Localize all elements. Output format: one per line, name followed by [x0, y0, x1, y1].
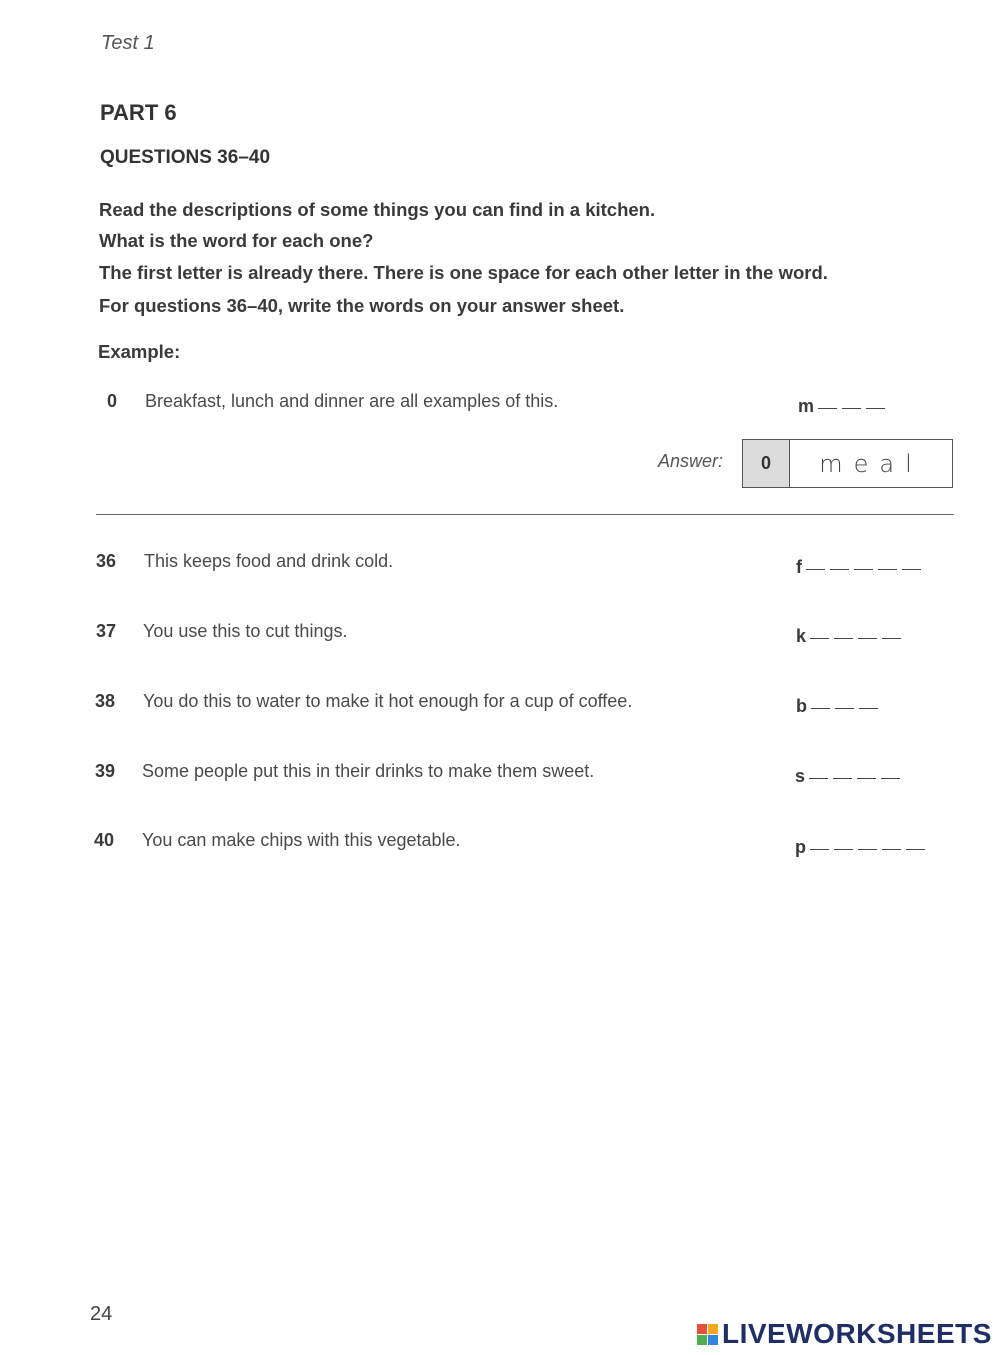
- first-letter: p: [795, 837, 806, 857]
- question-text: This keeps food and drink cold.: [144, 551, 394, 571]
- question-text: You do this to water to make it hot enough for a cup of coffee.: [143, 691, 633, 711]
- example-number: 0: [107, 391, 118, 411]
- question-number: 36: [96, 551, 117, 571]
- letter-blank[interactable]: [881, 778, 900, 779]
- example-text: Breakfast, lunch and dinner are all examples of this.: [145, 391, 559, 411]
- letter-blank[interactable]: [833, 778, 852, 779]
- first-letter: f: [796, 557, 802, 577]
- letter-blank[interactable]: [858, 638, 877, 639]
- letter-blank[interactable]: [878, 569, 897, 570]
- answer-blanks[interactable]: [809, 766, 905, 787]
- part-title: PART 6: [100, 100, 177, 125]
- instruction-line: What is the word for each one?: [99, 230, 374, 251]
- example-label: Example:: [98, 341, 181, 362]
- letter-blank: [866, 408, 885, 409]
- letter-blank[interactable]: [806, 569, 825, 570]
- answer-word: meal: [819, 449, 923, 478]
- letter-blank[interactable]: [858, 849, 877, 850]
- first-letter: b: [796, 696, 807, 716]
- letter-blank[interactable]: [830, 569, 849, 570]
- divider: [96, 514, 954, 515]
- answer-blanks[interactable]: [810, 626, 906, 647]
- answer-blanks[interactable]: [811, 696, 883, 717]
- letter-blank: [842, 408, 861, 409]
- example-blanks: [818, 396, 890, 417]
- brand-name: LIVEWORKSHEETS: [722, 1318, 992, 1349]
- letter-blank[interactable]: [906, 849, 925, 850]
- letter-blank[interactable]: [835, 708, 854, 709]
- question-text: You use this to cut things.: [143, 621, 348, 641]
- letter-blank[interactable]: [857, 778, 876, 779]
- question-hint: [796, 696, 883, 717]
- letter-blank[interactable]: [834, 638, 853, 639]
- letter-blank[interactable]: [882, 638, 901, 639]
- answer-box: [742, 439, 953, 488]
- question-hint: [795, 766, 905, 787]
- question-hint: [796, 557, 926, 578]
- question-number: 38: [95, 691, 116, 711]
- instruction-line: For questions 36–40, write the words on your answer sheet.: [99, 295, 625, 316]
- questions-title: QUESTIONS 36–40: [100, 147, 271, 168]
- instruction-line: The first letter is already there. There is one space for each other letter in the word.: [99, 262, 828, 283]
- answer-number-cell: 0: [743, 440, 790, 487]
- first-letter: s: [795, 766, 806, 786]
- question-number: 37: [96, 621, 117, 641]
- letter-blank[interactable]: [859, 708, 878, 709]
- page-number: 24: [90, 1303, 113, 1325]
- instruction-line: Read the descriptions of some things you can find in a kitchen.: [99, 199, 656, 220]
- question-number: 40: [94, 830, 115, 850]
- letter-blank[interactable]: [810, 638, 829, 639]
- answer-blanks[interactable]: [810, 837, 930, 858]
- letter-blank[interactable]: [811, 708, 830, 709]
- question-hint: [795, 837, 930, 858]
- question-hint: [796, 626, 906, 647]
- letter-blank[interactable]: [809, 778, 828, 779]
- question-number: 39: [95, 761, 116, 781]
- example-first-letter: m: [798, 396, 815, 416]
- test-label: Test 1: [101, 32, 155, 54]
- letter-blank[interactable]: [902, 569, 921, 570]
- brand-logo-icon: [697, 1324, 718, 1345]
- letter-blank[interactable]: [854, 569, 873, 570]
- brand-watermark[interactable]: [697, 1318, 992, 1350]
- answer-blanks[interactable]: [806, 557, 926, 578]
- letter-blank[interactable]: [810, 849, 829, 850]
- answer-label: Answer:: [658, 451, 724, 471]
- question-text: You can make chips with this vegetable.: [142, 830, 461, 850]
- letter-blank[interactable]: [834, 849, 853, 850]
- example-hint: [798, 396, 890, 417]
- letter-blank: [818, 408, 837, 409]
- letter-blank[interactable]: [882, 849, 901, 850]
- first-letter: k: [796, 626, 807, 646]
- question-text: Some people put this in their drinks to make them sweet.: [142, 761, 595, 781]
